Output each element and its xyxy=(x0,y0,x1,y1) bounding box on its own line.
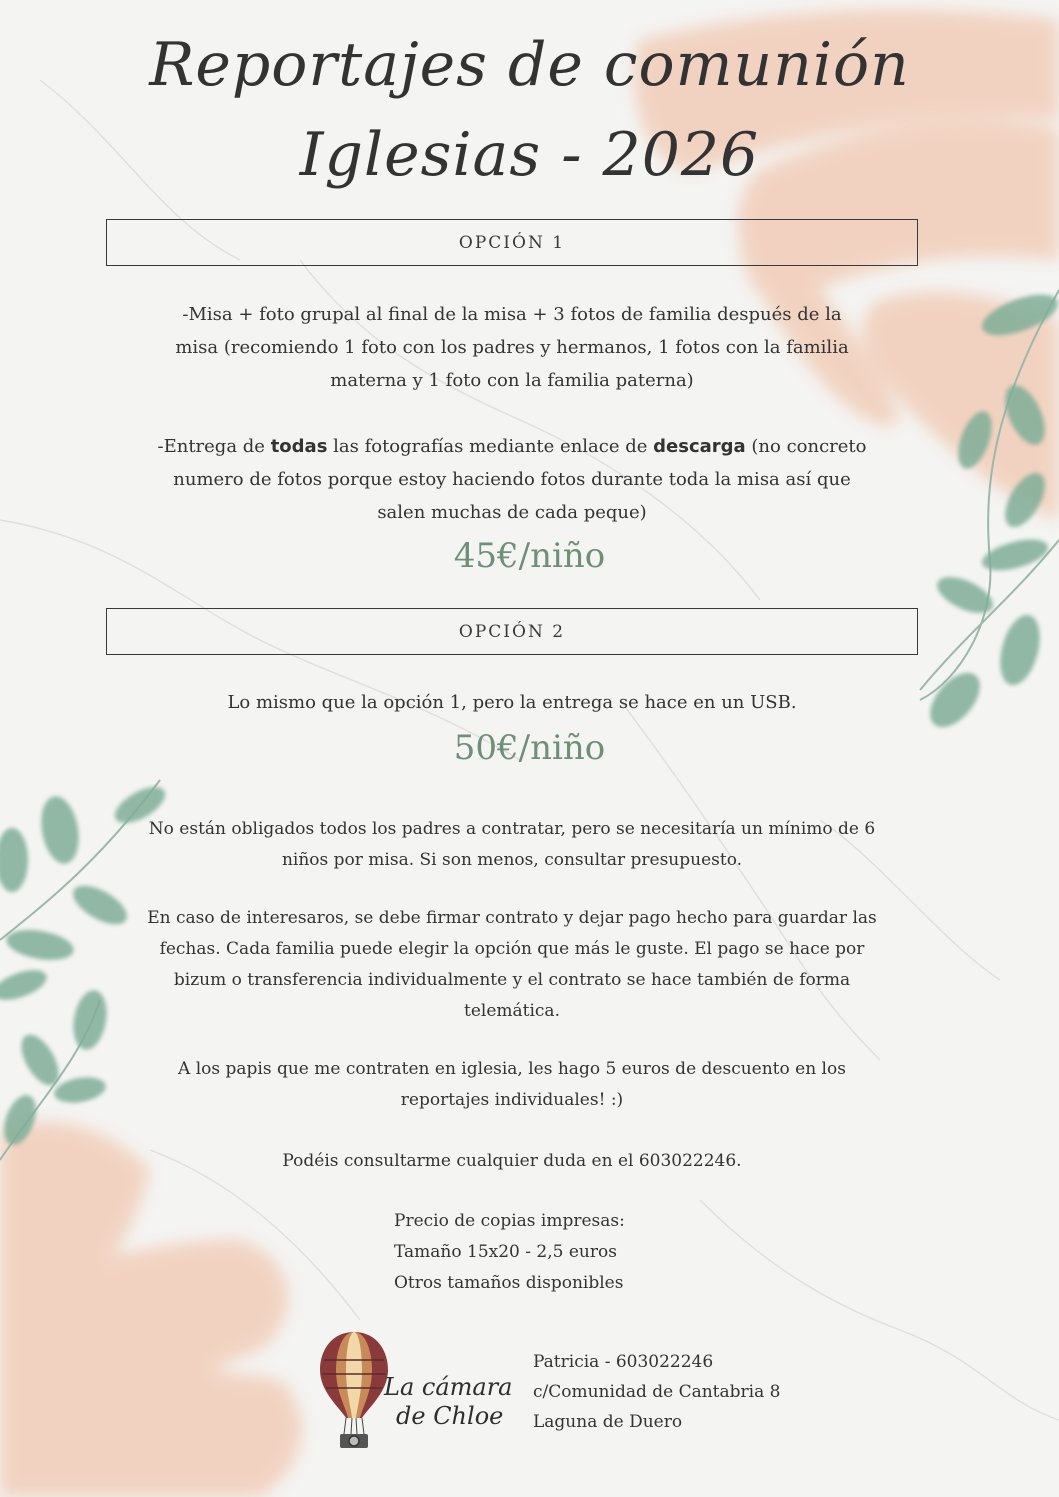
logo-text-line2: de Chloe xyxy=(396,1402,504,1430)
option1-price: 45€/niño xyxy=(453,536,606,576)
print-copies-prices: Precio de copias impresas: Tamaño 15x20 - 2,5 euros Otros tamaños disponibles xyxy=(394,1211,625,1293)
option1-description: -Misa + foto grupal al final de la misa + 3 fotos de familia después de la misa (recomiendo 1 foto con los padres y hermanos, 1 fotos con la familia materna y 1 foto con la familia paterna) xyxy=(175,304,849,391)
contact-info: Patricia - 603022246 c/Comunidad de Cantabria 8 Laguna de Duero xyxy=(533,1352,781,1432)
option2-price: 50€/niño xyxy=(453,728,606,768)
option2-header: OPCIÓN 2 xyxy=(106,608,918,655)
page-title-line2: Iglesias - 2026 xyxy=(299,120,760,190)
note-discount: A los papis que me contraten en iglesia, les hago 5 euros de descuento en los reportajes individuales! :) xyxy=(178,1059,846,1110)
note-contract: En caso de interesaros, se debe firmar contrato y dejar pago hecho para guardar las fechas. Cada familia puede elegir la opción que más le guste. El pago se hace por bizum o transferencia individualmente y el contrato se hace también de forma telemática. xyxy=(147,908,877,1021)
hot-air-balloon-icon xyxy=(318,1330,390,1454)
logo-text-line1: La cámara xyxy=(384,1373,513,1401)
page-title-line1: Reportajes de comunión xyxy=(149,30,910,100)
note-contact: Podéis consultarme cualquier duda en el 603022246. xyxy=(282,1151,742,1171)
option1-header: OPCIÓN 1 xyxy=(106,219,918,266)
option2-description: Lo mismo que la opción 1, pero la entrega se hace en un USB. xyxy=(227,692,797,713)
note-minimum: No están obligados todos los padres a contratar, pero se necesitaría un mínimo de 6 niños por misa. Si son menos, consultar presupuesto. xyxy=(148,819,876,870)
option1-delivery: -Entrega de todas las fotografías mediante enlace de descarga (no concreto numero de fotos porque estoy haciendo fotos durante toda la misa así que salen muchas de cada peque) xyxy=(157,436,867,523)
